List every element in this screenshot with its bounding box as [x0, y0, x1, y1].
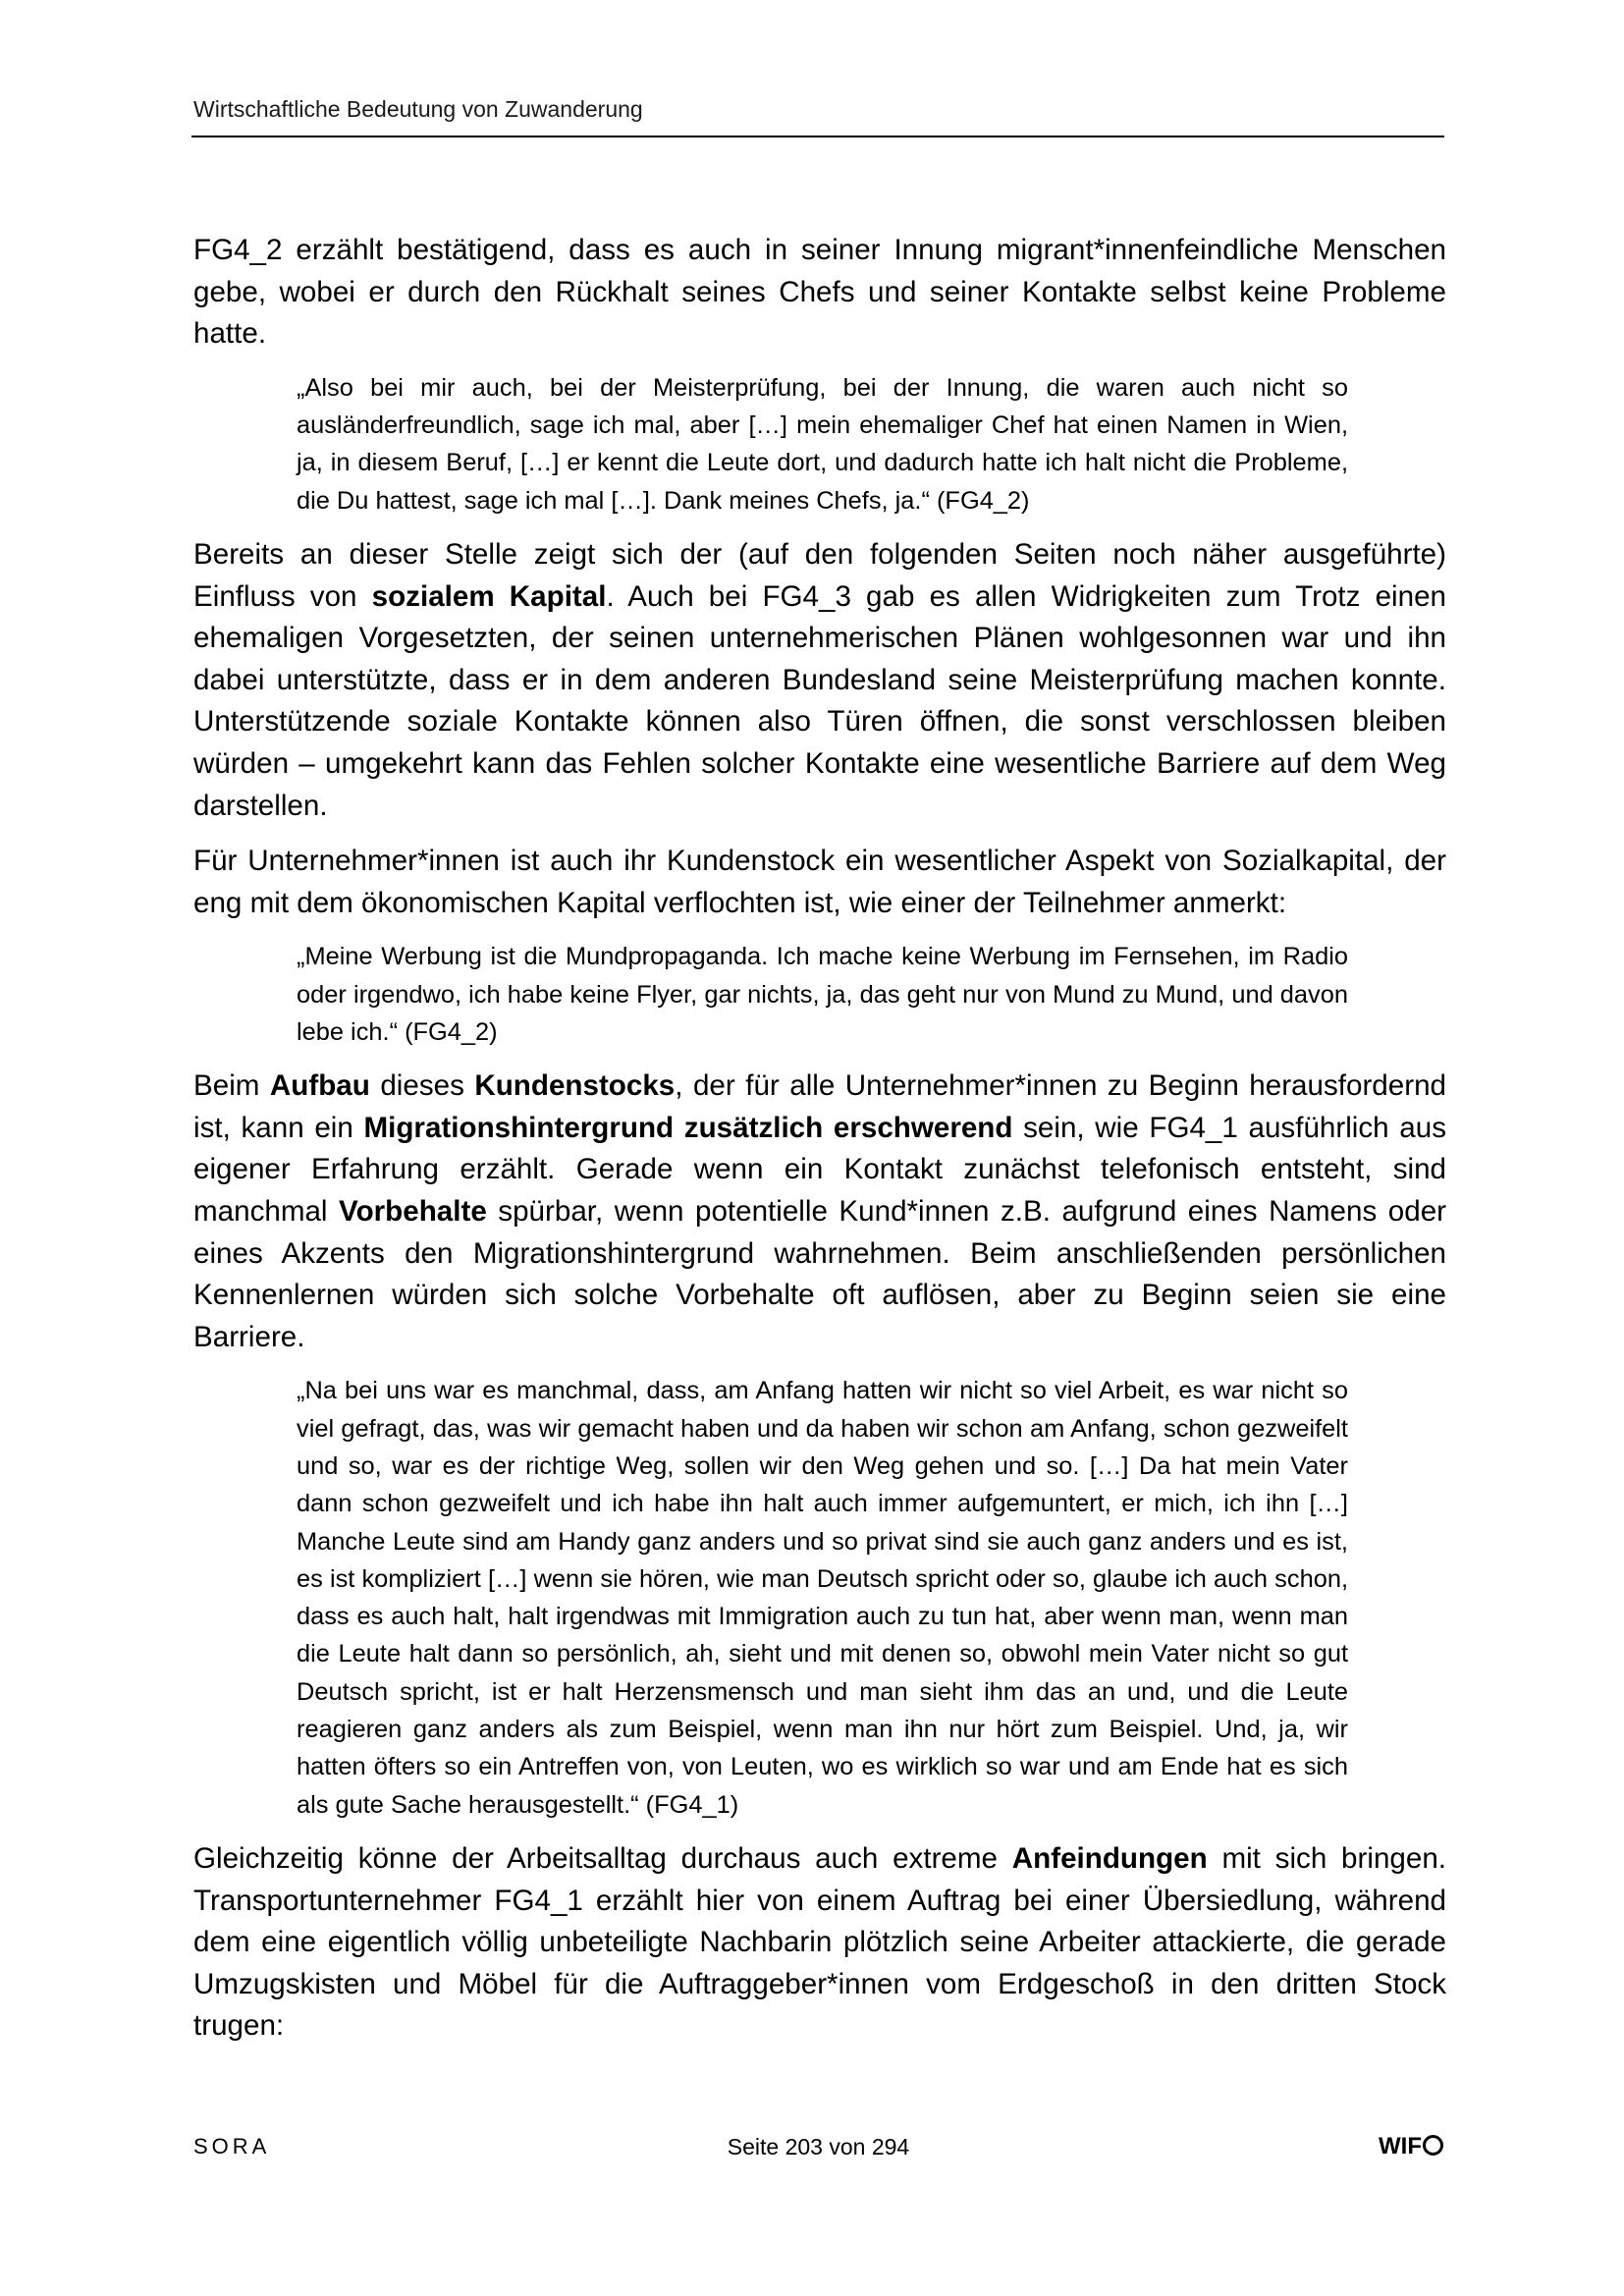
header-divider — [191, 136, 1444, 137]
bold-text: Kundenstocks — [474, 1069, 676, 1103]
text-run: „Meine Werbung ist die Mundpropaganda. Ich mache keine Werbung im Fernsehen, im Radio oder irgendwo, ich habe keine Flyer, gar nichts, ja, das geht nur von Mund zu Mund, und davon lebe ich.“ (FG4_2) — [297, 943, 1348, 1046]
page-footer — [193, 2129, 1443, 2164]
bold-text: sozialem Kapital — [371, 579, 607, 613]
quote-block-1 — [297, 369, 1348, 519]
text-run: sein, wie FG4_1 ausführlich aus eigener Erfahrung erzählt. Gerade wenn ein Kontakt zunächst telefonisch entsteht, sind manchmal — [193, 1111, 1447, 1228]
text-run: spürbar, wenn potentielle Kund*innen z.B. aufgrund eines Namens oder eines Akzents den Migrationshintergrund wahrnehmen. Beim anschließenden persönlichen Kennenlernen würden sich solche Vorbehalte oft auflösen, aber zu Beginn seien sie eine Barriere. — [193, 1194, 1447, 1353]
page-number: Seite 203 von 294 — [727, 2134, 910, 2159]
paragraph-2 — [193, 534, 1446, 827]
bold-text: Anfeindungen — [1011, 1841, 1208, 1875]
paragraph-5 — [193, 1838, 1446, 2048]
bold-text: Migrationshintergrund zusätzlich erschwerend — [363, 1111, 1013, 1144]
text-run: . Auch bei FG4_3 gab es allen Widrigkeiten zum Trotz einen ehemaligen Vorgesetzten, der seinen unternehmerischen Plänen wohlgesonnen war und ihn dabei unterstützte, dass er in dem anderen Bundesland seine Meisterprüfung machen konnte. Unterstützende soziale Kontakte können also Türen öffnen, die sonst verschlossen bleiben würden – umgekehrt kann das Fehlen solcher Kontakte eine wesentliche Barriere auf dem Weg darstellen. — [193, 579, 1446, 822]
quote-block-3 — [297, 1372, 1348, 1824]
paragraph-3 — [193, 841, 1446, 924]
text-run: „Na bei uns war es manchmal, dass, am Anfang hatten wir nicht so viel Arbeit, es war nicht so viel gefragt, das, was wir gemacht haben und da haben wir schon am Anfang, schon gezweifelt und so, war es der richtige Weg, sollen wir den Weg gehen und so. […] Da hat mein Vater dann schon gezweifelt und ich habe ihn halt auch immer aufgemuntert, er mich, ich ihn […] Manche Leute sind am Handy ganz anders und so privat sind sie auch ganz anders und es ist, es ist kompliziert […] wenn sie hören, wie man Deutsch spricht oder so, glaube ich auch schon, dass es auch halt, halt irgendwas mit Immigration auch zu tun hat, aber wenn man, wenn man die Leute halt dann so persönlich, ah, sieht und mit denen so, obwohl mein Vater nicht so gut Deutsch spricht, ist er halt Herzensmensch und man sieht ihm das an und, und die Leute reagieren ganz anders als zum Beispiel, wenn man ihn nur hört zum Beispiel. Und, ja, wir hatten öfters so ein Antreffen von, von Leuten, wo es wirklich so war und am Ende hat es sich als gute Sache herausgestellt.“ (FG4_1) — [297, 1377, 1348, 1819]
text-run: mit sich bringen. Transportunternehmer FG4_1 erzählt hier von einem Auftrag bei einer Übersiedlung, während dem eine eigentlich völlig unbeteiligte Nachbarin plötzlich seine Arbeiter attackierte, die gerade Umzugskisten und Möbel für die Auftraggeber*innen vom Erdgeschoß in den dritten Stock trugen: — [193, 1841, 1447, 2043]
wifo-logo-o-ring — [1423, 2135, 1443, 2156]
wifo-logo — [1379, 2129, 1443, 2164]
text-run: , der für alle Unternehmer*innen zu Beginn herausfordernd ist, kann ein — [193, 1069, 1446, 1144]
paragraph-1 — [193, 230, 1446, 355]
text-run: Gleichzeitig könne der Arbeitsalltag durchaus auch extreme — [193, 1841, 1012, 1875]
wifo-logo-letters: WIF — [1379, 2133, 1422, 2159]
bold-text: Vorbehalte — [339, 1194, 487, 1228]
text-run: Für Unternehmer*innen ist auch ihr Kundenstock ein wesentlicher Aspekt von Sozialkapital, der eng mit dem ökonomischen Kapital verflochten ist, wie einer der Teilnehmer anmerkt: — [193, 845, 1446, 919]
text-run: FG4_2 erzählt bestätigend, dass es auch in seiner Innung migrant*innenfeindliche Menschen gebe, wobei er durch den Rückhalt seines Chefs und seiner Kontakte selbst keine Probleme hatte. — [193, 234, 1446, 351]
text-run: „Also bei mir auch, bei der Meisterprüfung, bei der Innung, die waren auch nicht so ausländerfreundlich, sage ich mal, aber […] mein ehemaliger Chef hat einen Namen in Wien, ja, in diesem Beruf, […] er kennt die Leute dort, und dadurch hatte ich halt nicht die Probleme, die Du hattest, sage ich mal […]. Dank meines Chefs, ja.“ (FG4_2) — [297, 373, 1348, 515]
text-run: dieses — [369, 1069, 475, 1103]
text-run: Beim — [193, 1069, 270, 1103]
quote-block-2 — [297, 938, 1348, 1051]
footer-sora-label: SORA — [193, 2134, 271, 2159]
paragraph-4 — [193, 1066, 1446, 1358]
bold-text: Aufbau — [269, 1069, 370, 1103]
running-header: Wirtschaftliche Bedeutung von Zuwanderung — [193, 96, 643, 122]
text-run: Bereits an dieser Stelle zeigt sich der (auf den folgenden Seiten noch näher ausgeführte) Einfluss von — [193, 537, 1446, 613]
page-body — [193, 230, 1446, 2061]
